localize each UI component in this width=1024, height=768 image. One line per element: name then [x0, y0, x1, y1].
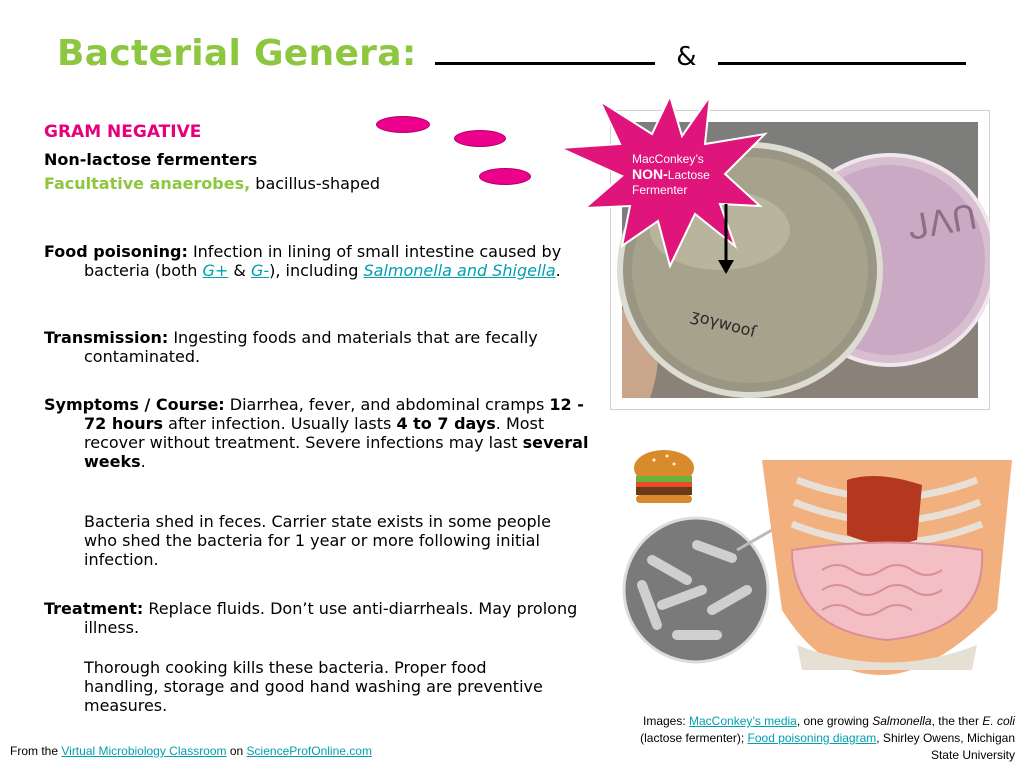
treatment-text: Replace fluids. Don’t use anti-diarrheals. May prolong illness. — [84, 599, 578, 637]
duration-time: 4 to 7 days — [396, 414, 496, 433]
symptoms-label: Symptoms / Course: — [44, 395, 225, 414]
image-credits: Images: MacConkey’s media, one growing Salmonella, the ther E. coli (lactose fermenter); Food poisoning diagram, Shirley Owens, Michigan State University — [640, 714, 1015, 762]
symptoms-text: . — [140, 452, 146, 471]
gram-negative-heading: GRAM NEGATIVE — [44, 122, 202, 142]
food-poisoning-diagram — [622, 440, 1022, 680]
title-blank-1 — [435, 28, 655, 65]
title-text: Bacterial Genera: — [57, 33, 417, 74]
callout-line-2: NON-Lactose — [632, 166, 710, 182]
burger-icon — [634, 450, 694, 503]
onset-time: 12 - 72 hours — [84, 395, 584, 433]
macconkey-callout-text — [632, 152, 742, 198]
transmission-paragraph — [44, 328, 599, 366]
and-text: & — [228, 261, 251, 280]
food-poisoning-label: Food poisoning: — [44, 242, 188, 261]
symptoms-text: Diarrhea, fever, and abdominal cramps — [224, 395, 550, 414]
cooking-paragraph: Thorough cooking kills these bacteria. Proper food handling, storage and good hand washing are preventive measures. — [84, 658, 543, 715]
carrier-paragraph: Bacteria shed in feces. Carrier state exists in some people who shed the bacteria for 1 year or more following initial infection. — [84, 512, 551, 569]
shape-label: bacillus-shaped — [250, 174, 381, 193]
treatment-paragraph — [44, 599, 599, 637]
digestive-system-illustration — [762, 460, 1012, 675]
severe-duration: several weeks — [84, 433, 589, 471]
gram-positive-link[interactable]: G+ — [202, 261, 229, 280]
scienceprofonline-link[interactable]: ScienceProfOnline.com — [246, 744, 372, 758]
symptoms-paragraph — [44, 395, 599, 471]
food-poisoning-paragraph — [44, 242, 599, 280]
virtual-microbiology-classroom-link[interactable]: Virtual Microbiology Classroom — [61, 744, 227, 758]
macconkey-media-link[interactable]: MacConkey’s media — [689, 714, 797, 728]
slide-title — [57, 28, 957, 88]
bacillus-icon — [454, 130, 506, 147]
transmission-text: Ingesting foods and materials that are fecally contaminated. — [84, 328, 538, 366]
period-text: . — [555, 261, 561, 280]
facultative-label: Facultative anaerobes, — [44, 174, 251, 193]
bacillus-icon — [479, 168, 531, 185]
bacillus-icon — [376, 116, 430, 133]
svg-text:ʒoγwooſ: ʒoγwooſ — [688, 305, 759, 342]
callout-line-1: MacConkey’s — [632, 152, 704, 166]
anaerobes-line — [44, 174, 380, 193]
title-blank-2 — [718, 28, 966, 65]
symptoms-text: . Most recover without treatment. Severe infections may last — [84, 414, 545, 452]
gram-negative-link[interactable]: G- — [250, 261, 270, 280]
svg-text:ᒍᐱᑎ: ᒍᐱᑎ — [904, 197, 981, 249]
transmission-label: Transmission: — [44, 328, 169, 347]
food-poisoning-text: Infection in lining of small intestine caused by bacteria (both — [84, 242, 562, 280]
treatment-label: Treatment: — [44, 599, 144, 618]
including-text: ), including — [269, 261, 364, 280]
callout-line-3: Fermenter — [632, 183, 688, 197]
fermenters-line: Non-lactose fermenters — [44, 150, 258, 169]
symptoms-text: after infection. Usually lasts — [163, 414, 397, 433]
footer: From the Virtual Microbiology Classroom on ScienceProfOnline.com — [10, 744, 372, 758]
salmonella-shigella-link[interactable]: Salmonella and Shigella — [363, 261, 556, 280]
title-ampersand: & — [676, 42, 697, 72]
food-poisoning-diagram-link[interactable]: Food poisoning diagram — [747, 731, 877, 745]
